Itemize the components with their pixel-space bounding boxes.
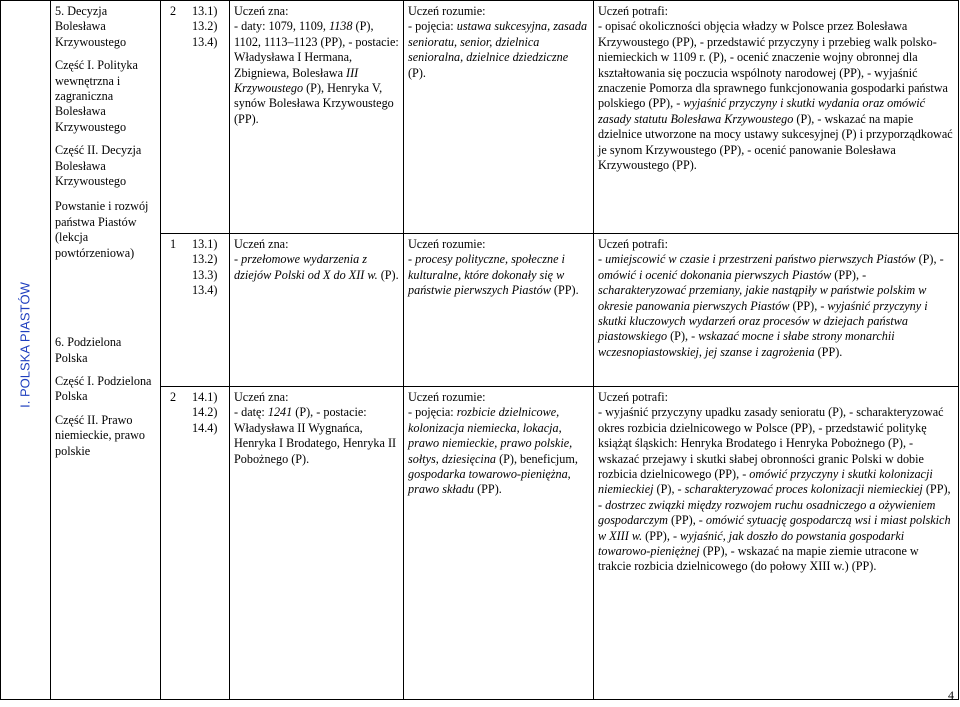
standard-ref: 13.4) (192, 34, 218, 49)
standard-ref: 13.4) (192, 283, 218, 298)
page-number: 4 (948, 688, 954, 702)
standards-cell (188, 2, 229, 52)
spacer (55, 135, 156, 143)
text-span: (PP), (789, 298, 821, 313)
topic-part: Część I. Polityka wewnętrzna i zagraniczna Bolesława Krzywoustego (55, 58, 138, 134)
text-span: - dostrzec związki między rozwojem ruchu osadniczego a ożywieniem gospodarczym (598, 497, 936, 528)
hours-cell (166, 388, 186, 407)
standard-ref: 14.1) (192, 390, 218, 404)
text-span: - pojęcia: (408, 19, 457, 34)
standard-ref: 13.2) (192, 252, 218, 267)
standards-cell (188, 235, 229, 301)
text-span: rozbicie dzielnicowe, kolonizacja niemiecka, lokacja, prawo niemieckie, prawo polskie, sołtys, dziesięcina (408, 405, 573, 466)
knows-cell (230, 2, 403, 129)
can-cell (594, 235, 958, 362)
text-span: - scharakteryzować przemiany, jakie nastąpiły w państwie polskim w okresie panowania pierwszych Piastów (598, 267, 927, 313)
text-span: (PP). (550, 283, 579, 298)
standard-ref: 14.2) (192, 405, 218, 420)
text-span: (P), (667, 329, 692, 344)
text-span: - przełomowe wydarzenia z dziejów Polski od X do XII w. (234, 252, 378, 282)
knows-cell (230, 388, 403, 469)
text-span: 1241 (267, 405, 293, 420)
text-span: - opisać okoliczności objęcia władzy w Polsce przez Bolesława Krzywoustego (PP), - przedstawić przyczyny i przebieg walk polsko-niemieckich w 1109 r. (P), - ocenić znaczenie wojny obronnej dla kształtowania się poczucia wspólnoty narodowej (PP), - wyjaśnić znaczenie Pomorza dla sprawnego funkcjonowania gospodarki państwa polskiego (PP), (598, 19, 948, 111)
knows-cell (230, 235, 403, 285)
text-span: (P). (377, 267, 399, 282)
text-span: 1138 (329, 19, 353, 34)
text-span: (P), Henryka V, synów Bolesława Krzywoustego (PP). (234, 81, 394, 126)
understands-heading: Uczeń rozumie: (408, 390, 486, 404)
text-span: (P), (653, 482, 678, 497)
table-border-right (958, 0, 959, 700)
can-cell (594, 2, 958, 175)
understands-heading: Uczeń rozumie: (408, 4, 486, 18)
can-cell (594, 388, 958, 577)
standard-ref: 13.2) (192, 19, 218, 34)
topic-part: Część II. Decyzja Bolesława Krzywoustego (55, 143, 142, 189)
text-span: (PP). (814, 344, 843, 359)
text-span: - omówić sytuację gospodarczą wsi i miast polskich w XIII w. (598, 513, 951, 543)
table-divider (403, 0, 404, 700)
text-span: (PP), (831, 267, 863, 282)
text-span: - wyjaśnić przyczyny upadku zasady senioratu (P), - scharakteryzować okres rozbicia dzielnicowego w Polsce (PP), - przedstawić politykę książąt śląskich: Henryka Brodatego i Henryka Pobożnego (P), - wskazać przejawy i skutki słabej obronności granic Polski w dobie rozbicia dzielnicowego (PP), (598, 405, 944, 482)
standards-cell (188, 388, 229, 438)
standard-ref: 13.3) (192, 267, 218, 282)
spacer (55, 50, 156, 58)
topic-row-3 (55, 335, 156, 459)
text-span: (P). (408, 65, 426, 80)
understands-heading: Uczeń rozumie: (408, 237, 486, 251)
spacer (55, 366, 156, 374)
understands-cell (404, 388, 593, 500)
text-span: ustawa sukcesyjna, zasada senioratu, senior, dzielnica senioralna, dzielnice dziedziczne (408, 19, 588, 65)
text-span: - wyjaśnić przyczyny i skutki kluczowych wydarzeń oraz procesów w dziejach państwa piastowskiego (598, 298, 928, 344)
can-heading: Uczeń potrafi: (598, 390, 669, 404)
understands-cell (404, 2, 593, 83)
topic-part: Część II. Prawo niemieckie, prawo polskie (55, 412, 146, 458)
text-span: - umiejscowić w czasie i przestrzeni państwo pierwszych Piastów (598, 252, 916, 267)
text-span: - wskazać mocne i słabe strony monarchii wczesnopiastowskiej, jej szanse i zagrożenia (598, 329, 895, 359)
text-span: (PP), (667, 513, 699, 528)
text-span: (P), beneficjum, (496, 451, 578, 466)
text-span: (P), 1102, 1113–1123 (PP), - postacie: Władysława I Hermana, Zbigniewa, Bolesława (234, 19, 399, 80)
text-span: (PP), (642, 528, 673, 543)
topic-row-2 (55, 199, 156, 261)
topic-row-1 (55, 4, 156, 189)
knows-heading: Uczeń zna: (234, 237, 289, 251)
topic-title: Powstanie i rozwój państwa Piastów (lekcja powtórzeniowa) (55, 199, 149, 260)
hours-cell (166, 2, 186, 21)
topic-title: 5. Decyzja Bolesława Krzywoustego (55, 4, 127, 49)
text-span: - omówić i ocenić dokonania pierwszych Piastów (598, 252, 944, 282)
text-span: (PP), - wskazać na mapie ziemie utracone w trakcie rozbicia dzielnicowego (do połowy XIII w.) (PP). (598, 544, 919, 574)
section-label (0, 0, 50, 700)
text-span: - procesy polityczne, społeczne i kulturalne, które dokonały się w państwie pierwszych Piastów (408, 252, 565, 298)
text-span: (P), (915, 252, 940, 267)
standard-ref: 13.1) (192, 4, 218, 18)
text-span: (P), - postacie: Władysława II Wygnańca, Henryka I Brodatego, Henryka II Pobożnego (P). (234, 405, 397, 466)
topics-column (51, 2, 160, 698)
standard-ref: 13.1) (192, 237, 218, 251)
topic-part: Część I. Podzielona Polska (55, 373, 152, 404)
hours-cell (166, 235, 186, 254)
table-border-left (0, 0, 1, 700)
text-span: gospodarka towarowo-pieniężna, prawo składu (408, 467, 571, 497)
row-divider (160, 233, 959, 234)
text-span: - wyjaśnić przyczyny i skutki wydania oraz omówić zasady statutu Bolesława Krzywoustego (598, 96, 926, 126)
topic-title: 6. Podzielona Polska (55, 335, 122, 365)
can-heading: Uczeń potrafi: (598, 237, 669, 251)
text-span: (PP). (474, 482, 502, 497)
text-span: - omówić przyczyny i skutki kolonizacji niemieckiej (598, 467, 933, 497)
text-span: - scharakteryzować proces kolonizacji niemieckiej (677, 482, 923, 497)
spacer (55, 405, 156, 413)
standard-ref: 14.4) (192, 420, 218, 435)
text-span: - pojęcia: (408, 405, 457, 420)
text-span: (P), - wskazać na mapie dzielnice utworzone na mocy ustawy sukcesyjnej (P) i przyporządkować je synom Krzywoustego (PP), - ocenić panowanie Bolesława Krzywoustego (PP). (598, 111, 953, 173)
text-span: (PP), (922, 482, 951, 497)
text-span: - datę: (234, 405, 268, 420)
understands-cell (404, 235, 593, 301)
section-label-text: I. POLSKA PIASTÓW (17, 282, 33, 408)
table-border-bottom (0, 699, 959, 700)
text-span: - daty: 1079, 1109, (234, 19, 330, 34)
hours-value: 1 (170, 237, 177, 251)
row-divider (160, 386, 959, 387)
hours-value: 2 (170, 4, 177, 18)
can-heading: Uczeń potrafi: (598, 4, 669, 18)
table-divider (160, 0, 161, 700)
knows-heading: Uczeń zna: (234, 390, 289, 404)
knows-heading: Uczeń zna: (234, 4, 289, 18)
text-span: III Krzywoustego (234, 65, 359, 96)
hours-value: 2 (170, 390, 177, 404)
text-span: - wyjaśnić, jak doszło do powstania gospodarki towarowo-pieniężnej (598, 528, 905, 559)
table-border-top (0, 0, 959, 1)
